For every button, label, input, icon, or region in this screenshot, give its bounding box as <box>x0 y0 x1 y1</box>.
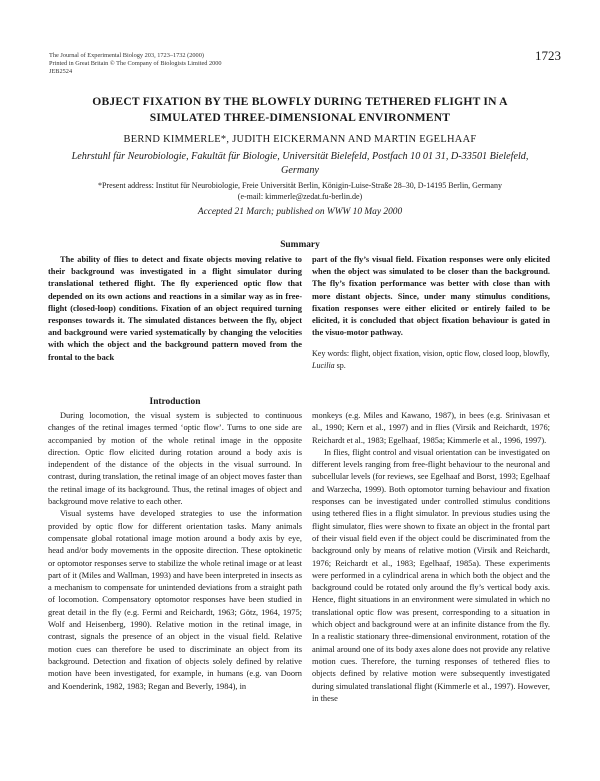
authors: BERND KIMMERLE*, JUDITH EICKERMANN AND MARTIN EGELHAAF <box>123 134 477 145</box>
keywords-suffix: sp. <box>336 361 346 370</box>
keywords <box>312 348 550 372</box>
summary-paragraph-left: The ability of flies to detect and fixate objects moving relative to their background was investigated in a flight simulator during translational tethered flight. The fly experienced optic flow that depended on its own actions and reactions in a similar way as in free-flight (closed-loop) conditions. Fixation of an object required turning responses towards it. The simulated distances between the fly, object and background were varied systematically by changing the velocities with which the object and the background pattern moved from the frontal to the back <box>48 255 302 362</box>
introduction-paragraph: monkeys (e.g. Miles and Kawano, 1987), in bees (e.g. Srinivasan et al., 1990; Kern et al., 1997) and in flies (Virsik and Reichardt, 1976; Reichardt et al., 1983; Egelhaaf, 1985a; Kimmerle et al., 1996, 1997). <box>312 411 550 445</box>
affiliation-line-1: Lehrstuhl für Neurobiologie, Fakultät für Biologie, Universität Bielefeld, Postfach 10 01 31, D-33501 Bielefeld, <box>71 151 529 162</box>
keywords-species: Lucilia <box>312 361 335 370</box>
introduction-column-right <box>312 410 550 705</box>
affiliation <box>56 150 544 178</box>
summary-column-right <box>312 254 550 339</box>
summary-paragraph-right: part of the fly’s visual field. Fixation responses were only elicited when the object was simulated to be closer than the background. The fly’s fixation performance was better with close than with more distant objects. Since, under many stimulus conditions, fixation responses were either elicited or entirely failed to be elicited, it is concluded that object fixation behaviour is gated in the visuo-motor pathway. <box>312 255 550 338</box>
accepted-date: Accepted 21 March; published on WWW 10 May 2000 <box>197 207 403 217</box>
introduction-paragraph: In flies, flight control and visual orientation can be investigated on different levels ranging from free-flight behaviour to the neuronal and subcellular levels (for reviews, see Egelhaaf and Borst, 1993; Egelhaaf and Warzecha, 1999). Both optomotor turning behaviour and fixation responses can be investigated under controlled stimulus conditions using tethered flies in a flight simulator. In previous studies using the flight simulator, flies were shown to fixate an object in the frontal part of their visual field even if the object could be discriminated from the background only by means of relative motion (Virsik and Reichardt, 1976; Reichardt et al., 1983; Egelhaaf, 1985a). These experiments were performed in a cylindrical arena in which both the object and the background could be rotated only around the fly’s vertical body axis. Hence, flight situations in an environment were simulated in which no translational optic flow was present, corresponding to a situation in which object and background were at an infinite distance from the fly. In a realistic stationary three-dimensional environment, rotation of the animal around one of its body axes alone does not provide any relative motion cues. Therefore, the turning responses of tethered flies to objects defined by relative motion were subsequently investigated during simulated translational flight (Kimmerle et al., 1997). However, in these <box>312 447 550 703</box>
present-address <box>56 180 544 202</box>
journal-citation-line: The Journal of Experimental Biology 203, 1723–1732 (2000) <box>49 52 204 59</box>
keywords-text: Key words: flight, object fixation, vision, optic flow, closed loop, blowfly, <box>312 349 550 358</box>
introduction-paragraph: During locomotion, the visual system is subjected to continuous changes of the retinal images termed ‘optic flow’. Turns to one side are accompanied by motion of the whole retinal image in the opposite direction. Optic flow elicited during rotation around a body axis is independent of the distance of the objects in the visual surround. In contrast, during translation, the retinal image of an object moves faster than the retinal image of its background. Thus, the retinal images of object and background move relative to each other. <box>48 411 302 507</box>
affiliation-line-2: Germany <box>281 165 319 176</box>
title-line-1: OBJECT FIXATION BY THE BLOWFLY DURING TETHERED FLIGHT IN A <box>92 95 508 108</box>
introduction-paragraph: Visual systems have developed strategies to use the information provided by optic flow for different orientation tasks. Many animals compensate global rotational image motion around a body axis by eye, head and/or body movements in the opposite direction. These optokinetic or optomotor responses serve to stabilize the whole retinal image or at least part of it (Miles and Wallman, 1993) and have been interpreted in insects as a mechanism to compensate for unintended deviations from a straight path of locomotion. Compensatory optomotor responses have been studied in great detail in the fly (e.g. Fermi and Reichardt, 1963; Götz, 1964, 1975; Wolf and Heisenberg, 1990). Relative motion in the retinal image, in contrast, signals the presence of an object in the visual field. Relative motion cues can therefore be used to discriminate an object from its background. Detection and fixation of objects solely defined by relative motion have been investigated, for example, in humans (e.g. van Doorn and Koenderink, 1982, 1983; Regan and Beverly, 1984), in <box>48 509 302 691</box>
page-number: 1723 <box>535 48 561 63</box>
introduction-column-left <box>48 410 302 693</box>
journal-copyright-line: Printed in Great Britain © The Company of Biologists Limited 2000 <box>49 60 222 68</box>
introduction-heading: Introduction <box>149 397 201 407</box>
present-address-email: (e-mail: kimmerle@zedat.fu-berlin.de) <box>237 192 363 201</box>
summary-heading: Summary <box>280 240 320 250</box>
summary-column-left <box>48 254 302 364</box>
journal-article-id: JEB2524 <box>49 68 73 76</box>
journal-citation <box>49 52 222 77</box>
article-title <box>60 94 540 126</box>
present-address-line-1: *Present address: Institut für Neurobiologie, Freie Universität Berlin, Königin-Luise-Straße 28–30, D-14195 Berlin, Germany <box>98 181 502 190</box>
title-line-2: SIMULATED THREE-DIMENSIONAL ENVIRONMENT <box>149 111 451 124</box>
